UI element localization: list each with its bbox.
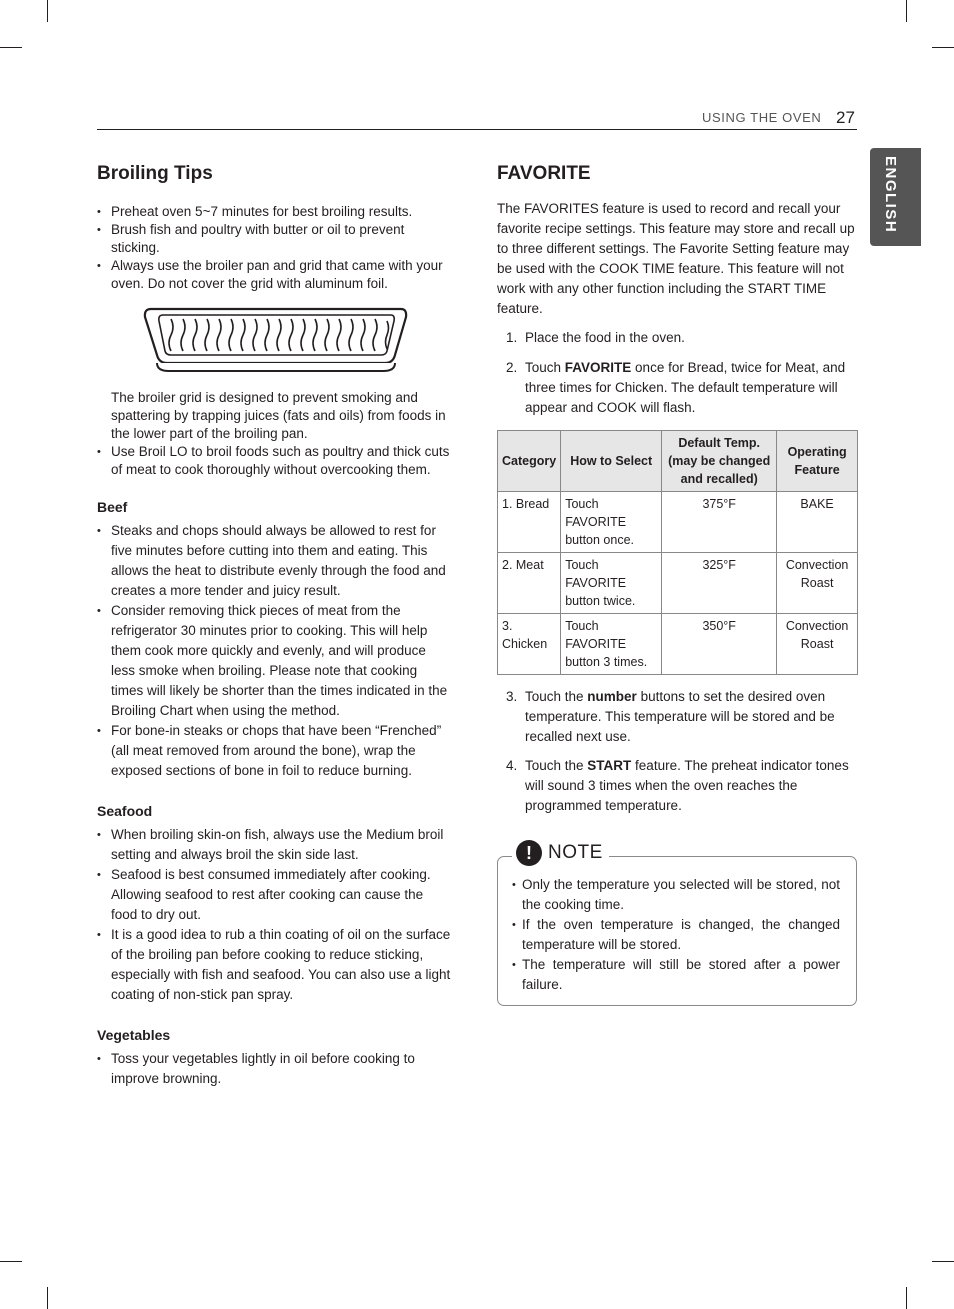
step-text: Touch the <box>525 758 588 773</box>
list-item: • Preheat oven 5~7 minutes for best broiling results. <box>97 203 453 221</box>
crop-mark <box>906 0 907 22</box>
broiler-grid-illustration <box>141 303 411 377</box>
list-item: • If the oven temperature is changed, the changed temperature will be stored. <box>512 915 840 955</box>
step-number: 4. <box>506 758 518 773</box>
favorite-table <box>497 430 858 675</box>
beef-list <box>97 521 453 781</box>
table-header: How to Select <box>561 431 662 492</box>
table-header: Default Temp. (may be changed and recalled) <box>662 431 777 492</box>
list-item: • It is a good idea to rub a thin coating of oil on the surface of the broiling pan before cooking to reduce sticking, especially with fish and seafood. You can also use a light coating of non-stick pan spray. <box>97 925 453 1005</box>
step-keyword: FAVORITE <box>564 360 632 375</box>
header-rule <box>97 129 857 130</box>
note-box <box>497 842 857 1006</box>
crop-mark <box>47 0 48 22</box>
list-item: • Consider removing thick pieces of meat from the refrigerator 30 minutes prior to cooking. This will help them cook more quickly and evenly, and will produce less smoke when broiling. Please note that cooking times will likely be shorter than the times indicated in the Broiling Chart when using the method. <box>97 601 453 721</box>
table-row <box>498 492 858 553</box>
step-text: feature. The preheat indicator tones will sound 3 times when the oven reaches the programmed temperature. <box>525 758 849 813</box>
table-cell: Touch FAVORITE button once. <box>561 492 662 553</box>
step-keyword: number <box>587 689 637 704</box>
exclamation-icon: ! <box>516 840 542 866</box>
broiling-tips-title: Broiling Tips <box>97 163 213 184</box>
step-item <box>497 687 857 747</box>
step-text: buttons to set the desired oven temperature. This temperature will be stored and be recalled next use. <box>525 689 835 744</box>
table-cell: 3. Chicken <box>498 614 561 675</box>
table-cell: Touch FAVORITE button 3 times. <box>561 614 662 675</box>
step-item <box>497 328 857 348</box>
step-number: 3. <box>506 689 518 704</box>
step-text: Touch <box>525 360 565 375</box>
table-cell: 325°F <box>662 553 777 614</box>
table-cell: 2. Meat <box>498 553 561 614</box>
note-header <box>512 840 609 866</box>
list-item: • For bone-in steaks or chops that have been “Frenched” (all meat removed from around the bone), wrap the exposed sections of bone in foil to reduce burning. <box>97 721 453 781</box>
list-item: • Toss your vegetables lightly in oil before cooking to improve browning. <box>97 1049 453 1089</box>
table-row <box>498 553 858 614</box>
crop-mark <box>932 47 954 48</box>
step-text: Place the food in the oven. <box>525 330 685 345</box>
crop-mark <box>932 1261 954 1262</box>
step-text: Touch the <box>525 689 588 704</box>
crop-mark <box>0 1261 22 1262</box>
list-item: • When broiling skin-on fish, always use the Medium broil setting and always broil the skin side last. <box>97 825 453 865</box>
broil-lo-list <box>97 443 453 479</box>
table-cell: 375°F <box>662 492 777 553</box>
step-number: 1. <box>506 330 518 345</box>
beef-heading: Beef <box>97 499 128 515</box>
step-item <box>497 358 857 418</box>
table-cell: Touch FAVORITE button twice. <box>561 553 662 614</box>
table-cell: Convection Roast <box>777 553 858 614</box>
language-tab-label: ENGLISH <box>882 156 899 234</box>
note-list <box>512 875 840 995</box>
page-number: 27 <box>836 108 855 127</box>
seafood-list <box>97 825 453 1005</box>
broiling-tips-column <box>97 163 453 1089</box>
step-item <box>497 756 857 816</box>
favorite-steps-continued <box>497 687 857 816</box>
favorite-intro: The FAVORITES feature is used to record and recall your favorite recipe settings. This feature may store and recall up to three different settings. The Favorite Setting feature may be used with the COOK TIME feature. This feature will not work with any other function including the START TIME feature. <box>497 201 855 316</box>
step-text: once for Bread, twice for Meat, and three times for Chicken. The default temperature will appear and COOK will flash. <box>525 360 846 415</box>
table-row <box>498 614 858 675</box>
step-number: 2. <box>506 360 518 375</box>
list-item: • The temperature will still be stored after a power failure. <box>512 955 840 995</box>
crop-mark <box>906 1287 907 1309</box>
table-header: Category <box>498 431 561 492</box>
step-keyword: START <box>587 758 632 773</box>
table-cell: 350°F <box>662 614 777 675</box>
favorite-steps <box>497 328 857 418</box>
broiling-tips-list <box>97 203 453 293</box>
list-item: • Seafood is best consumed immediately after cooking. Allowing seafood to rest after cooking can cause the food to dry out. <box>97 865 453 925</box>
crop-mark <box>0 47 22 48</box>
list-item: • Always use the broiler pan and grid that came with your oven. Do not cover the grid with aluminum foil. <box>97 257 453 293</box>
table-cell: BAKE <box>777 492 858 553</box>
broiler-grid-caption: The broiler grid is designed to prevent smoking and spattering by trapping juices (fats and oils) from foods in the lower part of the broiling pan. <box>111 390 446 441</box>
seafood-heading: Seafood <box>97 803 153 819</box>
table-cell: Convection Roast <box>777 614 858 675</box>
note-label: NOTE <box>548 842 603 863</box>
list-item: • Only the temperature you selected will be stored, not the cooking time. <box>512 875 840 915</box>
crop-mark <box>47 1287 48 1309</box>
language-tab <box>870 148 921 246</box>
table-cell: 1. Bread <box>498 492 561 553</box>
vegetables-list <box>97 1049 453 1089</box>
list-item: • Use Broil LO to broil foods such as poultry and thick cuts of meat to cook thoroughly without overcooking them. <box>97 443 453 479</box>
list-item: • Brush fish and poultry with butter or oil to prevent sticking. <box>97 221 453 257</box>
favorite-column <box>497 163 857 1006</box>
table-header: Operating Feature <box>777 431 858 492</box>
table-header-row <box>498 431 858 492</box>
vegetables-heading: Vegetables <box>97 1027 171 1043</box>
section-header: USING THE OVEN <box>702 110 822 125</box>
list-item: • Steaks and chops should always be allowed to rest for five minutes before cutting into them and eating. This allows the heat to distribute evenly through the food and creates a more tender and juicy result. <box>97 521 453 601</box>
favorite-title: FAVORITE <box>497 163 591 184</box>
